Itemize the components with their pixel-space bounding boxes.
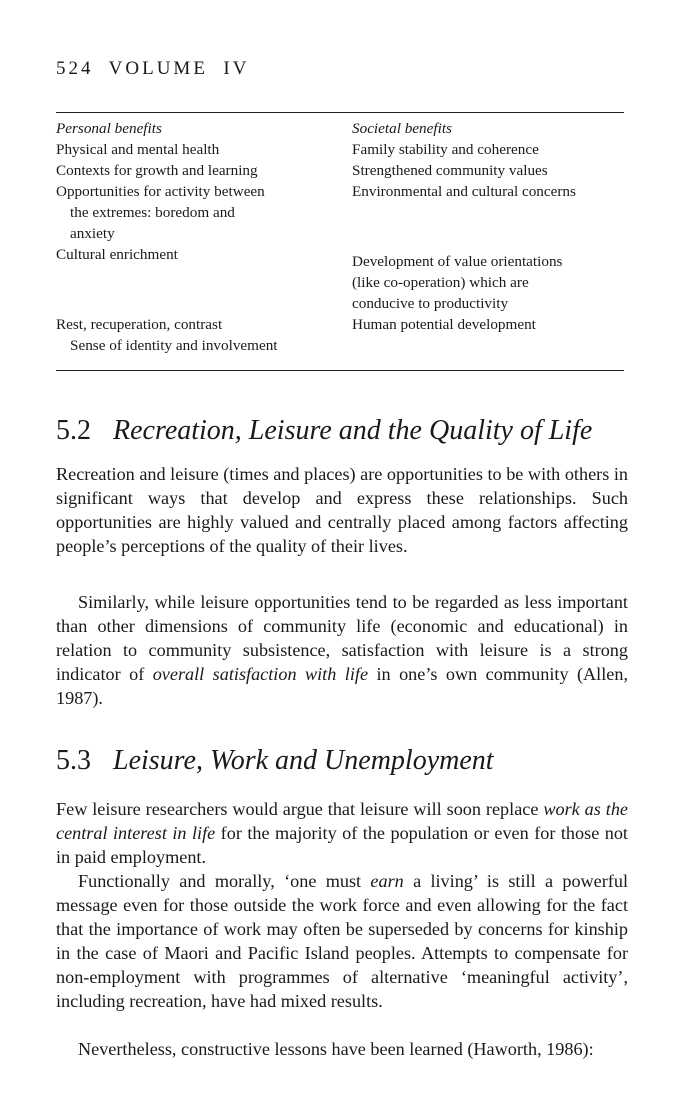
- section-heading: [56, 415, 592, 447]
- societal-benefit-item-continued: (like co-operation) which are: [352, 274, 529, 291]
- personal-benefit-item: Contexts for growth and learning: [56, 162, 258, 179]
- running-head: 524 VOLUME IV: [56, 58, 250, 79]
- section-title: Leisure, Work and Unemployment: [113, 745, 494, 776]
- paragraph: Recreation and leisure (times and places) are opportunities to be with others in significant ways that develop and express these relationships. Such opportunities are highly valued and centrally placed among factors affecting people’s perceptions of the quality of their lives.: [56, 464, 628, 556]
- paragraph-text: a living’ is still a powerful message even for those outside the work force and even allowing for the fact that the importance of work may often be superseded by concerns for kinship in the case of Maori and Pacific Island peoples. Attempts to compensate for non-employment with programmes of alternative ‘meaningful activity’, including recreation, have had mixed results.: [56, 871, 629, 1011]
- personal-benefit-item: Physical and mental health: [56, 141, 220, 158]
- societal-benefits-heading: Societal benefits: [352, 120, 452, 137]
- emphasis-text: earn: [370, 871, 404, 891]
- emphasis-text: overall satisfaction with life: [152, 664, 369, 684]
- table-bottom-rule: [56, 370, 624, 371]
- personal-benefit-item: Cultural enrichment: [56, 246, 178, 263]
- personal-benefit-item-continued: anxiety: [70, 225, 115, 242]
- section-heading: [56, 745, 494, 777]
- paragraph-text: Similarly, while leisure opportunities tend to be regarded as less important than other dimensions of community life (economic and educational) in relation to community subsistence, satisfaction with leisure is a strong indicator of: [56, 592, 628, 684]
- paragraph: [56, 590, 628, 710]
- section-number: 5.2: [56, 415, 91, 446]
- paragraph: Nevertheless, constructive lessons have been learned (Haworth, 1986):: [78, 1039, 594, 1059]
- paragraph-text: Functionally and morally, ‘one must: [78, 871, 371, 891]
- societal-benefit-item: Human potential development: [352, 316, 536, 333]
- table-top-rule: [56, 112, 624, 113]
- emphasis-text: work as the central interest in life: [56, 799, 628, 843]
- societal-benefit-item: Family stability and coherence: [352, 141, 539, 158]
- paragraph-text: for the majority of the population or even for those not in paid employment.: [56, 823, 628, 867]
- personal-benefit-item: Sense of identity and involvement: [70, 337, 278, 354]
- paragraph: [56, 797, 628, 869]
- paragraph-text: in one’s own community (Allen, 1987).: [56, 664, 628, 708]
- section-title: Recreation, Leisure and the Quality of Life: [113, 415, 593, 446]
- personal-benefit-item: Rest, recuperation, contrast: [56, 316, 223, 333]
- section-number: 5.3: [56, 745, 91, 776]
- paragraph-text: Few leisure researchers would argue that leisure will soon replace: [56, 799, 544, 819]
- societal-benefit-item-continued: conducive to productivity: [352, 295, 509, 312]
- personal-benefit-item-continued: the extremes: boredom and: [70, 204, 235, 221]
- societal-benefit-item: Strengthened community values: [352, 162, 548, 179]
- personal-benefit-item: Opportunities for activity between: [56, 183, 265, 200]
- paragraph: [56, 869, 628, 1013]
- societal-benefit-item: Development of value orientations: [352, 253, 563, 270]
- personal-benefits-heading: Personal benefits: [56, 120, 162, 137]
- societal-benefit-item: Environmental and cultural concerns: [352, 183, 576, 200]
